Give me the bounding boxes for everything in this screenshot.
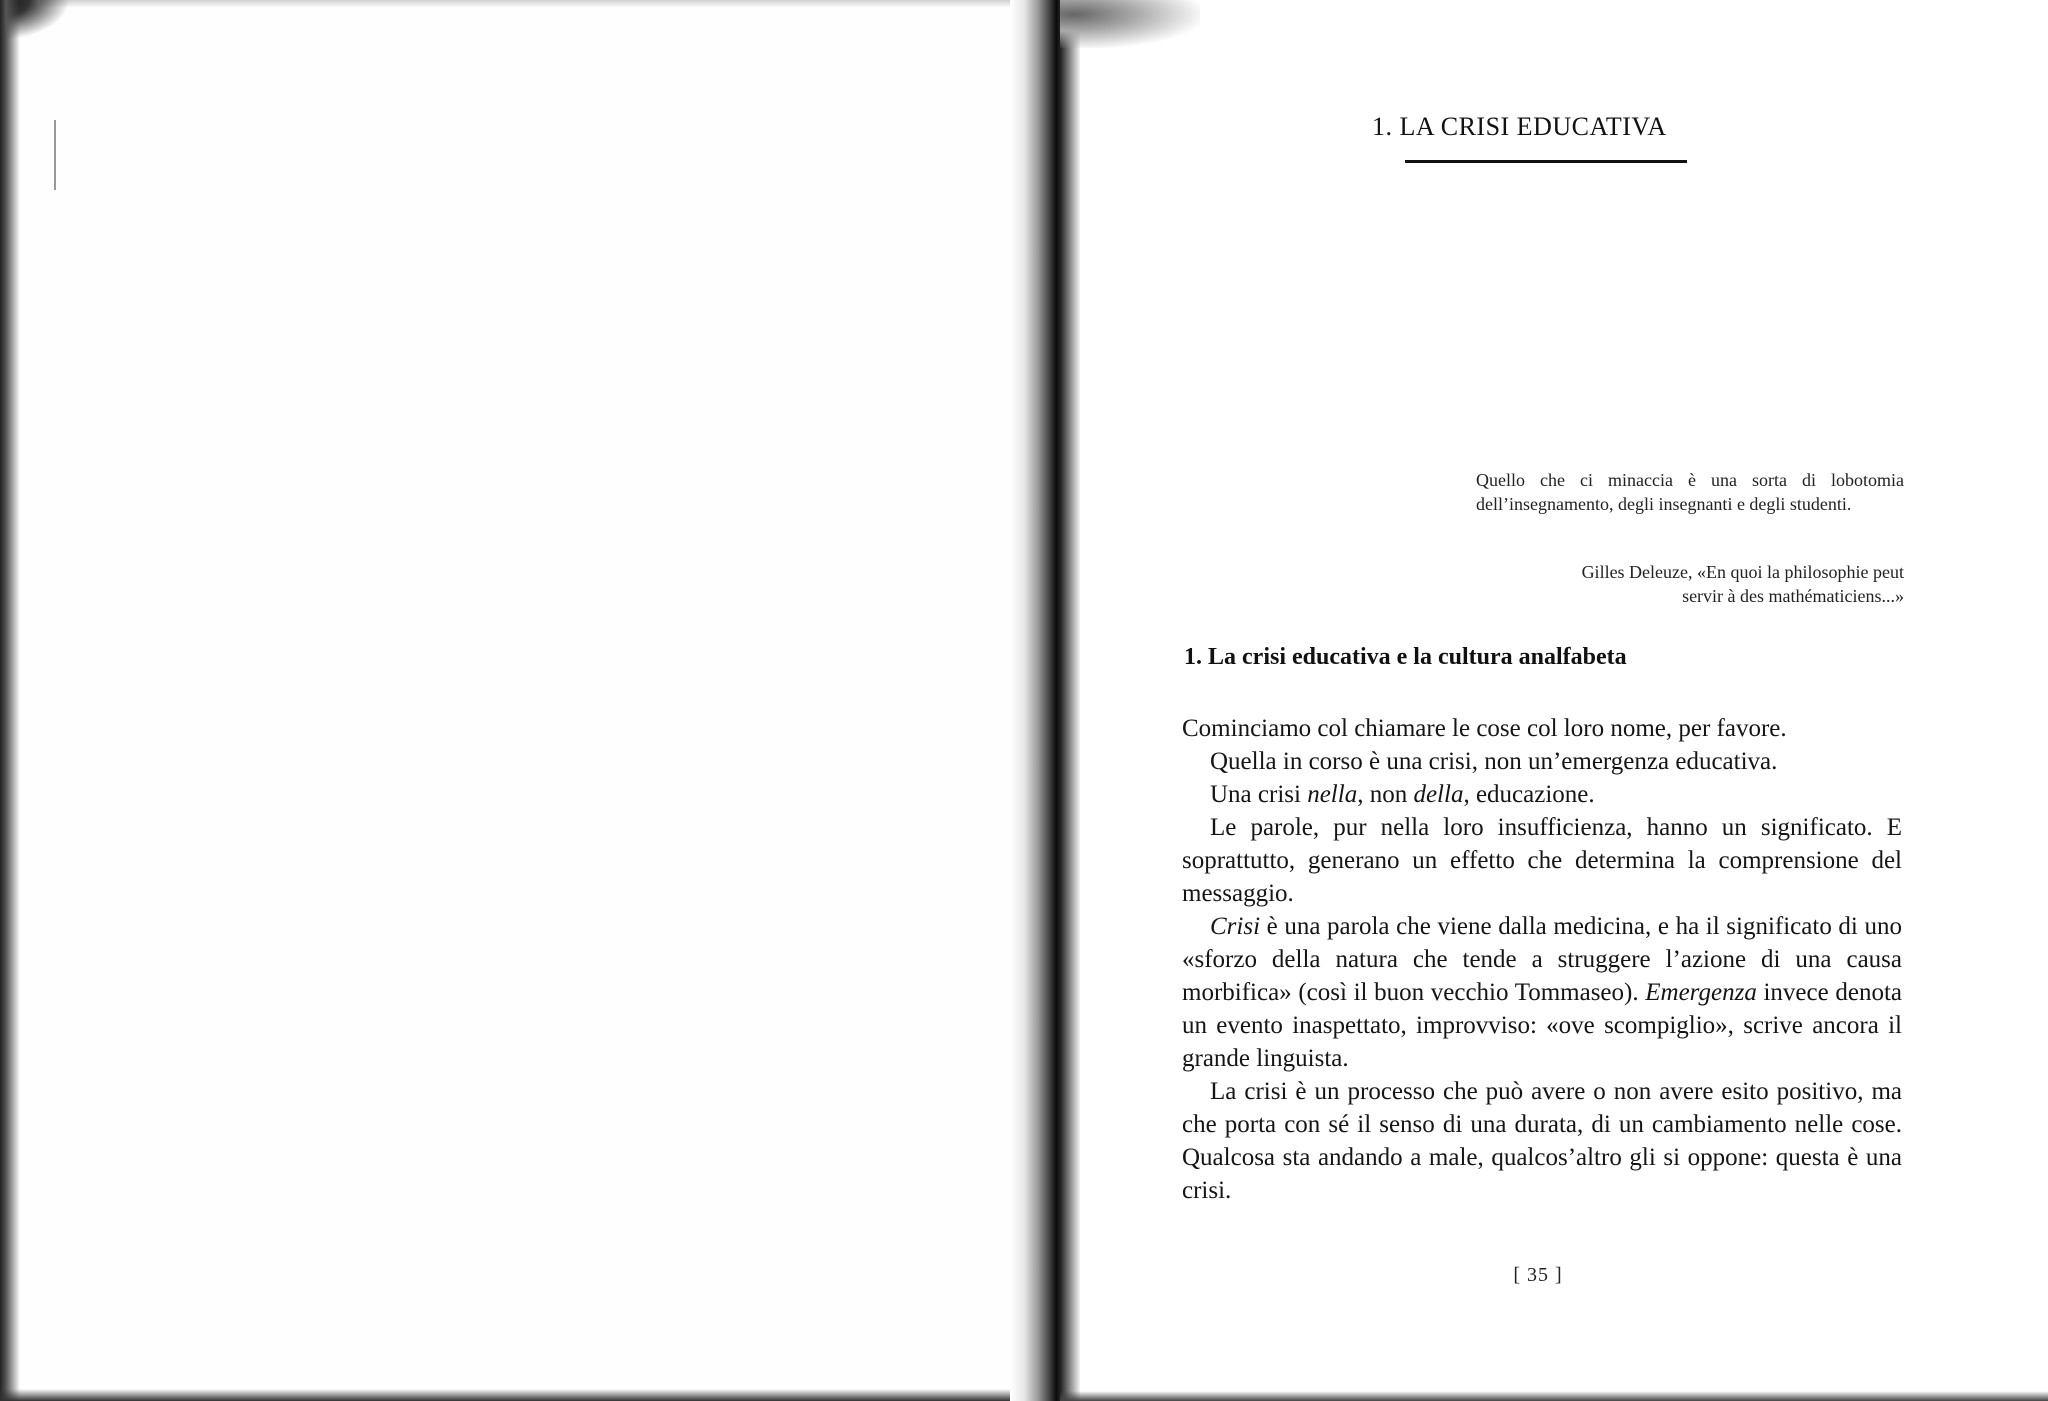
paragraph-1: Cominciamo col chiamare le cose col loro nome, per favore.	[1182, 715, 1787, 742]
epigraph-source-line-2: servir à des mathématiciens...»	[1682, 586, 1904, 606]
paragraph-3-emphasis-nella: nella	[1307, 781, 1358, 808]
left-page-margin-mark	[54, 120, 56, 190]
chapter-title-rule	[1405, 160, 1687, 163]
left-page-outer-edge	[0, 0, 20, 1401]
epigraph-quote: Quello che ci minaccia è una sorta di lobotomia dell’insegnamento, degli insegnanti e degli studenti.	[1476, 470, 1904, 514]
paragraph-3-part-c: , non	[1357, 781, 1414, 808]
page-number: [ 35 ]	[1513, 1264, 1563, 1286]
paragraph-5-emphasis-crisi: Crisi	[1210, 913, 1261, 940]
paragraph-4: Le parole, pur nella loro insufficienza, hanno un significato. E soprattutto, generano un effetto che determina la comprensione del messaggio.	[1182, 814, 1902, 907]
paragraph-5-emphasis-emergenza: Emergenza	[1645, 979, 1757, 1006]
paragraph-5-part-b: è una parola che viene dalla medicina, e ha il significato di uno «sforzo della natura che tende a struggere l’azione di una causa morbifica» (così il buon vecchio Tommaseo).	[1182, 913, 1902, 1006]
paragraph-3	[1182, 778, 1902, 811]
paragraph-3-part-e: , educazione.	[1463, 781, 1595, 808]
left-page-top-edge	[40, 0, 1030, 8]
paragraph-2: Quella in corso è una crisi, non un’emergenza educativa.	[1210, 748, 1778, 775]
body-text	[1182, 712, 1902, 1207]
paragraph-6: La crisi è un processo che può avere o non avere esito positivo, ma che porta con sé il senso di una durata, di un cambiamento nelle cose. Qualcosa sta andando a male, qualcos’altro gli si oppone: questa è una crisi.	[1182, 1078, 1902, 1204]
chapter-title: 1. LA CRISI EDUCATIVA	[1372, 112, 1667, 141]
section-heading: 1. La crisi educativa e la cultura analfabeta	[1184, 644, 1627, 670]
epigraph-source-line-1: Gilles Deleuze, «En quoi la philosophie peut	[1581, 562, 1904, 582]
paragraph-5	[1182, 910, 1902, 1075]
epigraph-source	[1476, 560, 1904, 608]
paragraph-5-part-d: invece denota un evento inaspettato, improvviso: «ove scompiglio», scrive ancora il grande linguista.	[1182, 979, 1902, 1072]
right-page-bottom-edge	[1060, 1391, 2048, 1401]
paragraph-3-part-a: Una crisi	[1210, 781, 1308, 808]
paragraph-3-emphasis-della: della	[1413, 781, 1464, 808]
left-page-bottom-edge	[0, 1389, 1060, 1401]
